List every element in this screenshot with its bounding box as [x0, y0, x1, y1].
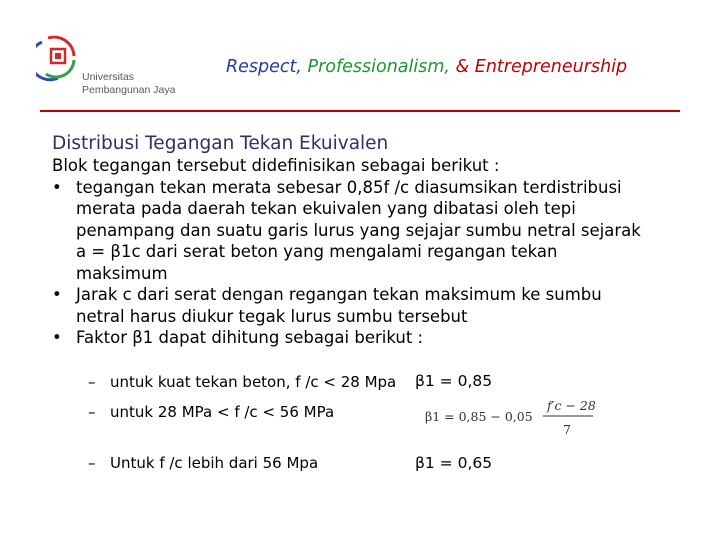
bullet-dot: • [52, 177, 62, 197]
bullet-1-line-5: maksimum [76, 263, 168, 283]
slide-heading: Distribusi Tegangan Tekan Ekuivalen [52, 133, 389, 154]
bullet-dot: • [52, 328, 62, 347]
tagline-ampersand: & [455, 57, 475, 77]
bullet-2-line-1: Jarak c dari serat dengan regangan tekan maksimum ke sumbu [76, 285, 602, 304]
bullet-2-line-2: netral harus diukur tegak lurus sumbu tersebut [76, 306, 468, 326]
logo-emblem-icon [36, 34, 80, 94]
dash-marker: – [88, 454, 96, 472]
logo-line2: Pembangunan Jaya [82, 84, 176, 96]
formula-denominator: 7 [563, 422, 571, 437]
subitem-1-label: untuk kuat tekan beton, f /c < 28 Mpa [110, 373, 397, 391]
bullet-dot: • [52, 285, 62, 304]
subitem-3-label: Untuk f /c lebih dari 56 Mpa [110, 454, 319, 472]
bullet-1-line-2: merata pada daerah tekan ekuivalen yang dibatasi oleh tepi [76, 199, 576, 218]
subitem-2-label: untuk 28 MPa < f /c < 56 MPa [110, 403, 335, 421]
intro-text: Blok tegangan tersebut didefinisikan sebagai berikut : [52, 156, 500, 175]
tagline-respect: Respect, [226, 57, 308, 77]
logo-line1: Universitas [82, 71, 134, 83]
formula-numerator: f′c − 28 [547, 398, 595, 413]
subitem-2 [88, 403, 334, 421]
university-logo [36, 34, 196, 104]
bullet-1-line-4: a = β1c dari serat beton yang mengalami regangan tekan [76, 242, 558, 261]
bullet-3-line-1: Faktor β1 dapat dihitung sebagai berikut : [76, 328, 424, 347]
subitem-3 [88, 454, 318, 472]
bullet-1-line-3: penampang dan suatu garis lurus yang sejajar sumbu netral sejarak [76, 220, 641, 240]
beta-formula [425, 397, 595, 444]
bullet-1-line-1: tegangan tekan merata sebesar 0,85f /c diasumsikan terdistribusi [76, 177, 622, 197]
dash-marker: – [88, 403, 96, 421]
tagline-entrepreneurship: Entrepreneurship [474, 57, 628, 77]
tagline [226, 57, 627, 77]
bullet-item-2 [52, 284, 692, 327]
tagline-professionalism: Professionalism, [307, 57, 456, 77]
formula-graphic [425, 397, 595, 441]
header-divider [40, 110, 680, 112]
bullet-item-1 [52, 177, 692, 285]
formula-lhs: β1 = 0,85 − 0,05 [425, 409, 533, 424]
beta-value-3: β1 = 0,65 [415, 454, 493, 472]
slide-body [52, 155, 692, 349]
subitem-1 [88, 373, 396, 391]
dash-marker: – [88, 373, 96, 391]
beta-value-1: β1 = 0,85 [415, 372, 493, 390]
bullet-item-3 [52, 327, 692, 349]
